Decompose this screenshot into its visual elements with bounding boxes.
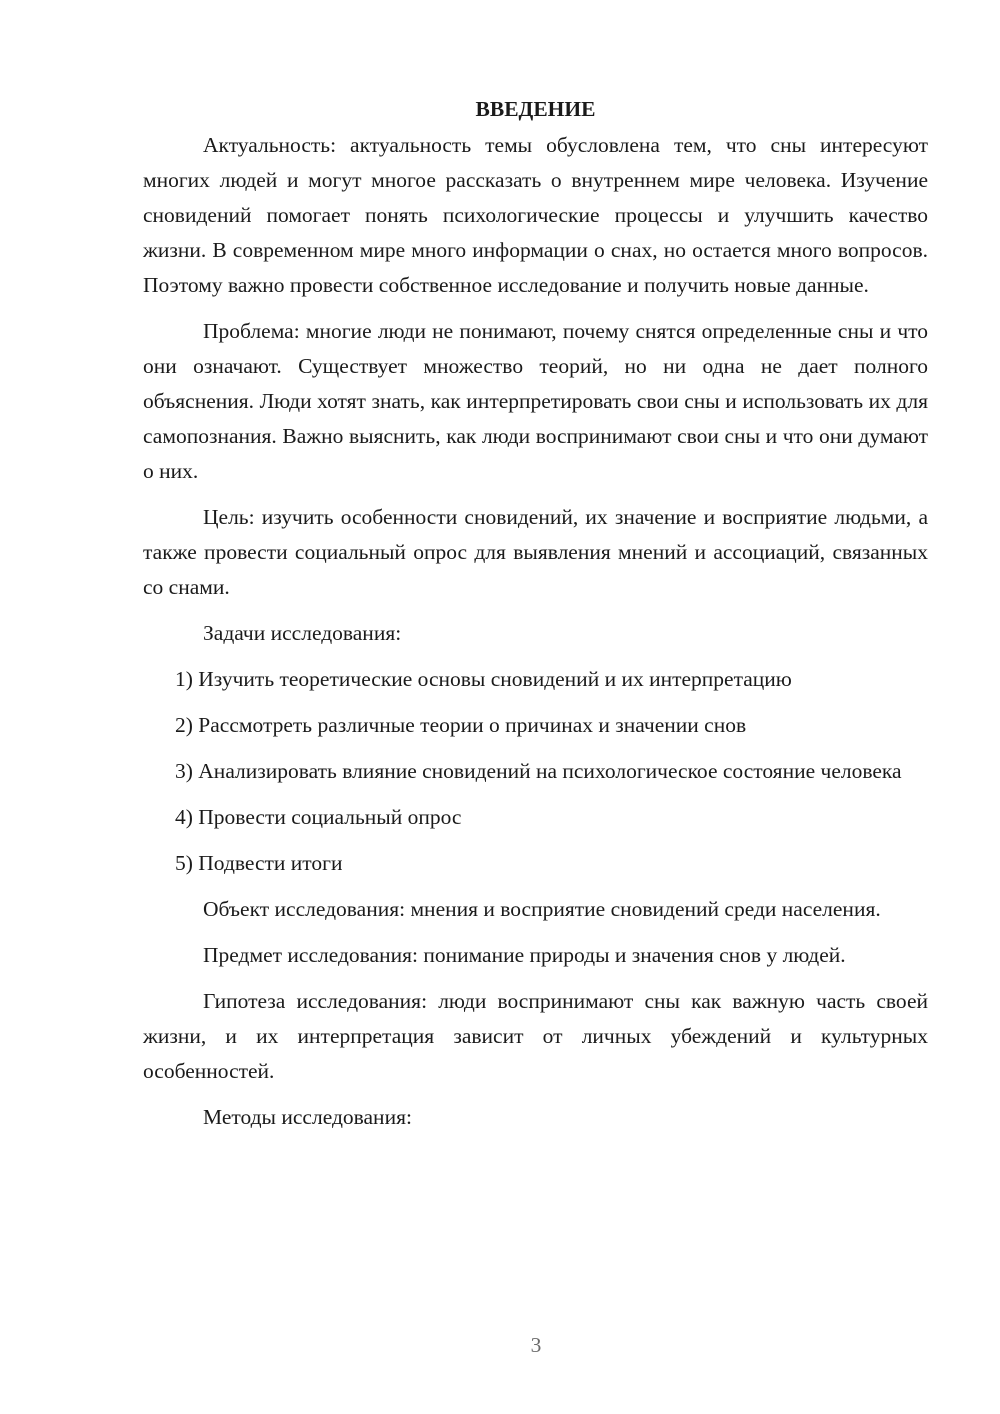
- task-item: 5) Подвести итоги: [175, 851, 343, 875]
- methods-heading: Методы исследования:: [203, 1105, 412, 1129]
- task-item: 2) Рассмотреть различные теории о причинах и значении снов: [175, 713, 747, 737]
- paragraph-object: Объект исследования: мнения и восприятие сновидений среди населения.: [203, 897, 881, 921]
- section-title: ВВЕДЕНИЕ: [475, 97, 596, 121]
- paragraph-relevance: Актуальность: актуальность темы обусловлена тем, что сны интересуют многих людей и могут многое рассказать о внутреннем мире человека. Изучение сновидений помогает понять психологические процессы и улучшить качество жизни. В современном мире много информации о снах, но остается много вопросов. Поэтому важно провести собственное исследование и получить новые данные.: [143, 133, 928, 297]
- tasks-heading: Задачи исследования:: [203, 621, 402, 645]
- paragraph-hypothesis: Гипотеза исследования: люди воспринимают сны как важную часть своей жизни, и их интерпретация зависит от личных убеждений и культурных особенностей.: [143, 989, 928, 1083]
- task-item: 4) Провести социальный опрос: [175, 805, 462, 829]
- task-item: 1) Изучить теоретические основы сновидений и их интерпретацию: [175, 667, 792, 691]
- paragraph-subject: Предмет исследования: понимание природы и значения снов у людей.: [203, 943, 846, 967]
- task-item: 3) Анализировать влияние сновидений на психологическое состояние человека: [175, 759, 902, 783]
- page-number: 3: [530, 1333, 542, 1357]
- document-page: [143, 92, 928, 1135]
- paragraph-goal: Цель: изучить особенности сновидений, их значение и восприятие людьми, а также провести социальный опрос для выявления мнений и ассоциаций, связанных со снами.: [143, 505, 928, 599]
- paragraph-problem: Проблема: многие люди не понимают, почему снятся определенные сны и что они означают. Существует множество теорий, но ни одна не дает полного объяснения. Люди хотят знать, как интерпретировать свои сны и использовать их для самопознания. Важно выяснить, как люди воспринимают свои сны и что они думают о них.: [143, 319, 928, 483]
